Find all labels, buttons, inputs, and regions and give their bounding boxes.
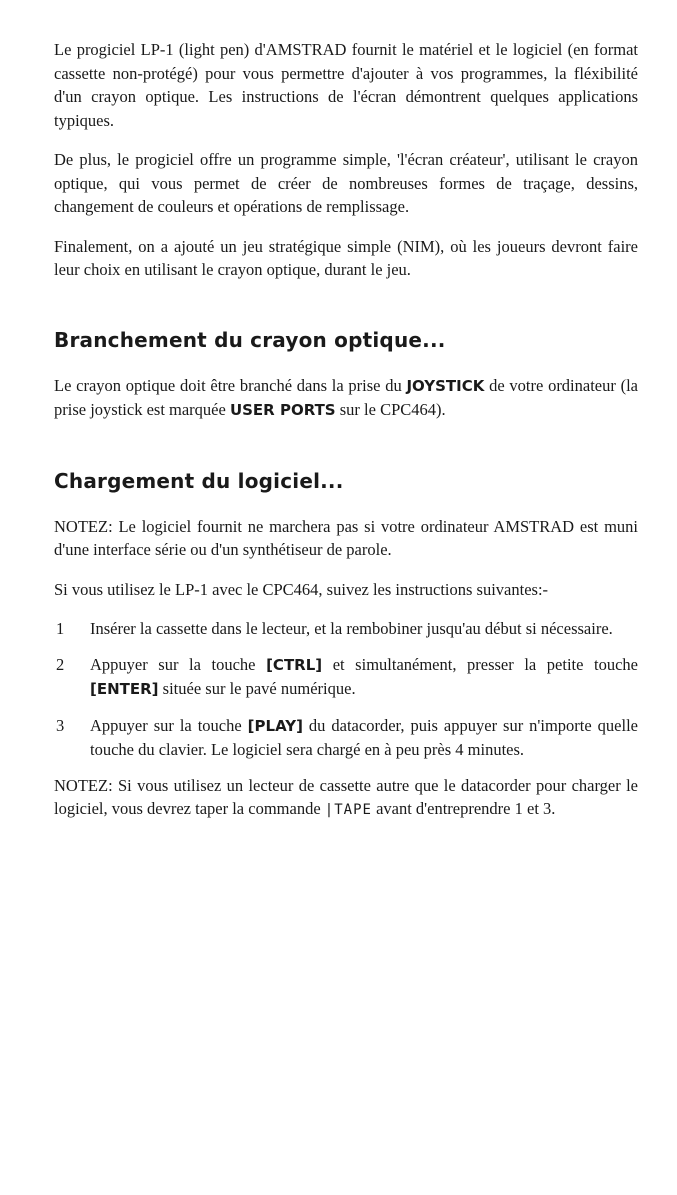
step-number: 1 <box>56 619 65 638</box>
note2-text-1: NOTEZ: Si vous utilisez un lecteur de cassette autre que le datacorder pour charger le logiciel, vous devrez taper la commande <box>54 775 638 818</box>
manual-page <box>54 38 638 823</box>
tape-command: |TAPE <box>324 802 372 818</box>
loading-note-2 <box>54 774 638 823</box>
connection-text-3: sur le CPC464). <box>335 400 446 419</box>
intro-paragraph-2: De plus, le progiciel offre un programme simple, 'l'écran créateur', utilisant le crayon optique, qui vous permet de créer de nombreuses formes de traçage, dessins, changement de couleurs et opérations de remplissage. <box>54 150 638 216</box>
intro-paragraph-3: Finalement, on a ajouté un jeu stratégique simple (NIM), où les joueurs devront faire leur choix en utilisant le crayon optique, durant le jeu. <box>54 236 638 279</box>
step-item-3 <box>54 714 638 762</box>
ctrl-key-label: [CTRL] <box>266 655 323 674</box>
section-heading-loading: Chargement du logiciel... <box>54 468 344 493</box>
step-number: 3 <box>56 715 65 735</box>
connection-text-2: de votre ordinateur (la prise joystick est marquée <box>54 375 639 419</box>
intro-paragraph-1: Le progiciel LP-1 (light pen) d'AMSTRAD fournit le matériel et le logiciel (en format cassette non-protégé) pour vous permettre d'ajouter à vos programmes, la fléxibilité d'un crayon optique. Les instructions de l'écran démontrent quelques applications typiques. <box>54 40 638 130</box>
user-ports-keyword: USER PORTS <box>229 401 336 419</box>
connection-paragraph <box>54 374 638 423</box>
step-item-1 <box>54 617 638 641</box>
loading-note-1: NOTEZ: Le logiciel fournit ne marchera pas si votre ordinateur AMSTRAD est muni d'une interface série ou d'un synthétiseur de parole. <box>54 516 638 559</box>
loading-steps <box>54 617 638 762</box>
loading-intro: Si vous utilisez le LP-1 avec le CPC464, suivez les instructions suivantes:- <box>54 579 549 599</box>
step-text <box>90 653 638 702</box>
joystick-keyword: JOYSTICK <box>406 376 485 395</box>
step-text-part: Appuyer sur la touche <box>90 715 248 735</box>
section-heading-connection: Branchement du crayon optique... <box>54 327 446 352</box>
play-key-label: [PLAY] <box>247 716 303 735</box>
step-item-2 <box>54 653 638 702</box>
connection-text-1: Le crayon optique doit être branché dans la prise du <box>54 375 407 395</box>
step-number: 2 <box>56 654 65 674</box>
note2-text-2: avant d'entreprendre 1 et 3. <box>371 799 556 818</box>
step-text: Insérer la cassette dans le lecteur, et la rembobiner jusqu'au début si nécessaire. <box>90 619 613 638</box>
enter-key-label: [ENTER] <box>90 680 159 698</box>
step-text-part: et simultanément, presser la petite touche <box>322 654 638 674</box>
step-text-part: située sur le pavé numérique. <box>158 679 356 698</box>
step-text-part: Appuyer sur la touche <box>90 654 267 674</box>
step-text <box>90 714 638 762</box>
step-text-part: du datacorder, puis appuyer sur n'importe quelle touche du clavier. Le logiciel sera chargé en à peu près 4 minutes. <box>90 715 638 759</box>
